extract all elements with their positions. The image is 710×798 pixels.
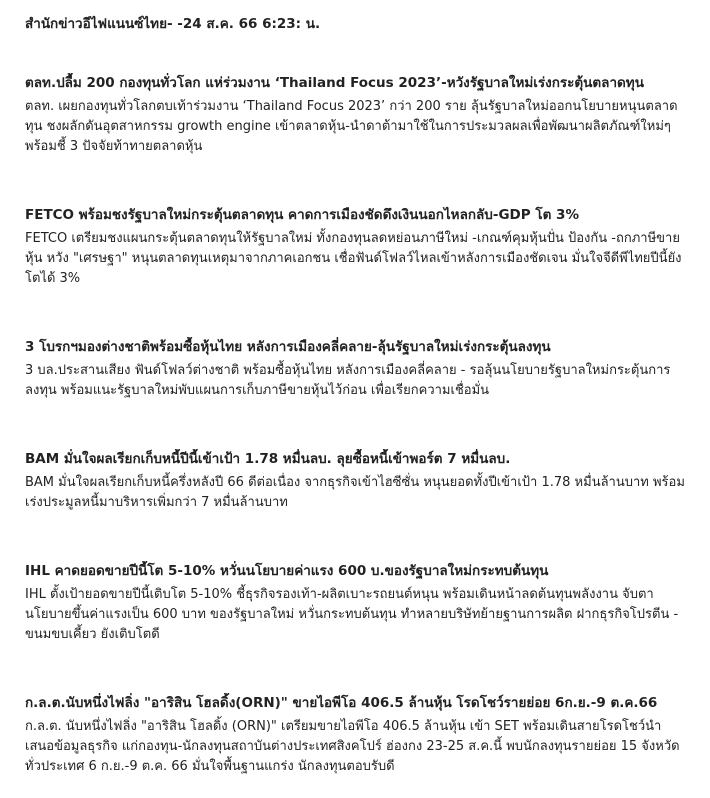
news-item-title[interactable]: FETCO พร้อมชงรัฐบาลใหม่กระตุ้นตลาดทุน คาดการเมืองชัดดึงเงินนอกไหลกลับ-GDP โต 3% [25, 207, 579, 223]
news-item-title[interactable]: 3 โบรกฯมองต่างชาติพร้อมซื้อหุ้นไทย หลังการเมืองคลี่คลาย-ลุ้นรัฐบาลใหม่เร่งกระตุ้นลงทุน [25, 339, 551, 355]
news-item-summary: FETCO เตรียมชงแผนกระตุ้นตลาดทุนให้รัฐบาลใหม่ ทั้งกองทุนลดหย่อนภาษีใหม่ -เกณฑ์คุมหุ้นปั่น ป้องกัน -ถกภาษีขายหุ้น หวัง "เศรษฐา" หนุนตลาดทุนเหตุมาจากภาคเอกชน เชื่อฟันด์โฟลว์ไหลเข้าหลังการเมืองชัดเจน มั่นใจจีดีพีไทยปีนี้ยังโตได้ 3% [25, 231, 682, 286]
news-item-title[interactable]: IHL คาดยอดขายปีนี้โต 5-10% หวั่นนโยบายค่าแรง 600 บ.ของรัฐบาลใหม่กระทบต้นทุน [25, 563, 549, 579]
news-item-summary: BAM มั่นใจผลเรียกเก็บหนี้ครึ่งหลังปี 66 ดีต่อเนื่อง จากธุรกิจเข้าไฮซีซั่น หนุนยอดทั้งปีเข้าเป้า 1.78 หมื่นล้านบาท พร้อมเร่งประมูลหนี้มาบริหารเพิ่มกว่า 7 หมื่นล้านบาท [25, 475, 685, 510]
news-item [25, 73, 685, 157]
news-item [25, 561, 685, 645]
item-spacer [25, 401, 710, 449]
news-item-title[interactable]: ตลท.ปลื้ม 200 กองทุนทั่วโลก แห่ร่วมงาน ‘Thailand Focus 2023’-หวังรัฐบาลใหม่เร่งกระตุ้นตลาดทุน [25, 75, 644, 91]
news-item [25, 693, 685, 777]
news-item-title[interactable]: BAM มั่นใจผลเรียกเก็บหนี้ปีนี้เข้าเป้า 1.78 หมื่นลบ. ลุยซื้อหนี้เข้าพอร์ต 7 หมื่นลบ. [25, 451, 511, 467]
news-item-summary: ตลท. เผยกองทุนทั่วโลกตบเท้าร่วมงาน ‘Thailand Focus 2023’ กว่า 200 ราย ลุ้นรัฐบาลใหม่ออกนโยบายหนุนตลาดทุน ชงผลักดันอุตสาหกรรม growth engine เข้าตลาดหุ้น-นำดาต้ามาใช้ในการประมวลผลเพื่อพัฒนาผลิตภัณฑ์ใหม่ๆ พร้อมชี้ 3 ปัจจัยท้าทายตลาดหุ้น [25, 99, 678, 154]
news-item-summary: ก.ล.ต. นับหนึ่งไฟลิ่ง "อาริสิน โฮลดิ้ง (ORN)" เตรียมขายไอพีโอ 406.5 ล้านหุ้น เข้า SET พร้อมเดินสายโรดโชว์นำเสนอข้อมูลธุรกิจ แก่กองทุน-นักลงทุนสถาบันต่างประเทศสิงคโปร์ ฮ่องกง 23-25 ส.ค.นี้ พบนักลงทุนรายย่อย 15 จังหวัดทั่วประเทศ 6 ก.ย.-9 ต.ค. 66 มั่นใจพื้นฐานแกร่ง นักลงทุนตอบรับดี [25, 719, 680, 774]
item-spacer [25, 513, 710, 561]
item-spacer [25, 157, 710, 205]
news-item-summary: IHL ตั้งเป้ายอดขายปีนี้เติบโต 5-10% ชี้ธุรกิจรองเท้า-ผลิตเบาะรถยนต์หนุน พร้อมเดินหน้าลดต้นทุนพลังงาน จับตานโยบายขึ้นค่าแรงเป็น 600 บาท ของรัฐบาลใหม่ หวั่นกระทบต้นทุน ทำหลายบริษัทย้ายฐานการผลิต ฝากธุรกิจโปรตีน - ขนมขบเคี้ยว ยังเติบโตดี [25, 587, 679, 642]
item-spacer [25, 289, 710, 337]
news-source-header: สำนักข่าวอีไฟแนนซ์ไทย- -24 ส.ค. 66 6:23: น. [25, 16, 321, 32]
news-item [25, 205, 685, 289]
news-item-title[interactable]: ก.ล.ต.นับหนึ่งไฟลิ่ง "อาริสิน โฮลดิ้ง(ORN)" ขายไอพีโอ 406.5 ล้านหุ้น โรดโชว์รายย่อย 6ก.ย.-9 ต.ค.66 [25, 695, 658, 711]
news-item [25, 337, 685, 401]
item-spacer [25, 645, 710, 693]
news-item [25, 449, 685, 513]
news-item-summary: 3 บล.ประสานเสียง ฟันด์โฟลว์ต่างชาติ พร้อมซื้อหุ้นไทย หลังการเมืองคลี่คลาย - รอลุ้นนโยบายรัฐบาลใหม่กระตุ้นการลงทุน พร้อมแนะรัฐบาลใหม่พับแผนการเก็บภาษีขายหุ้นไว้ก่อน เพื่อเรียกความเชื่อมั่น [25, 363, 671, 398]
